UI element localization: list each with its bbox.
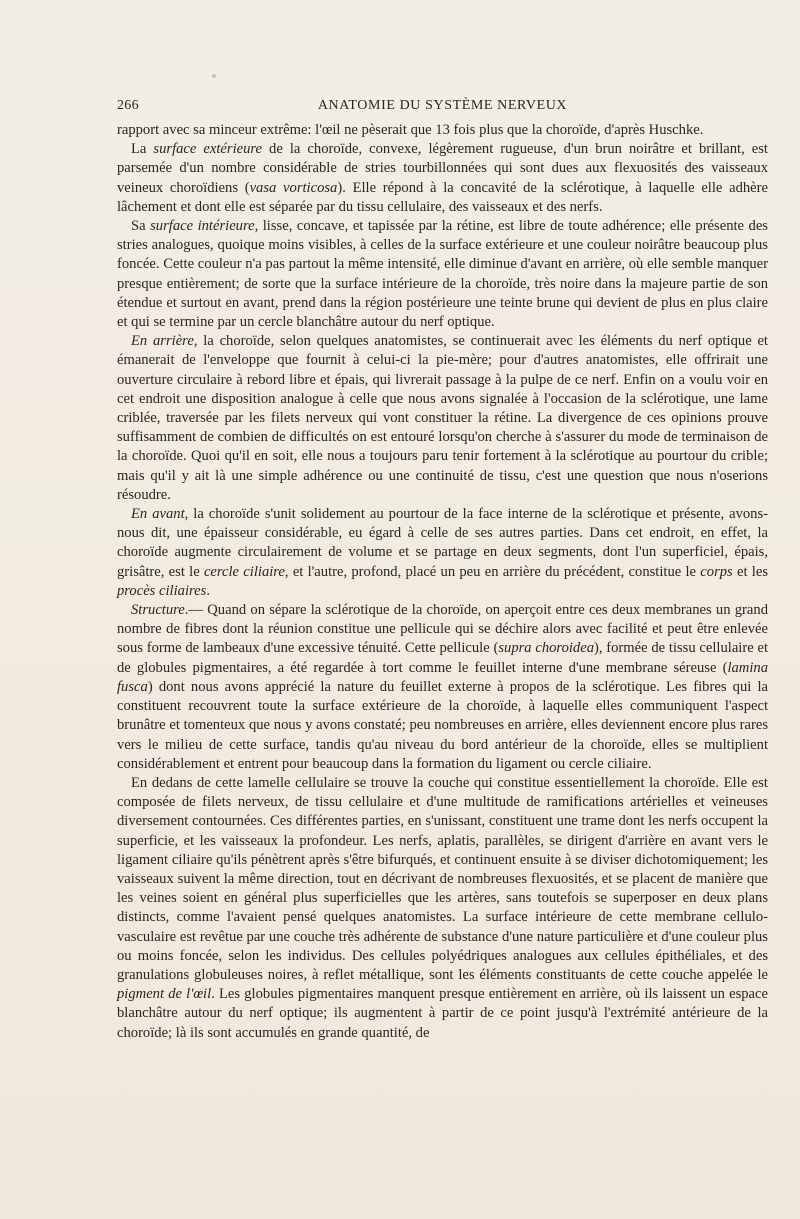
text-run: ), formée de tissu cellulaire et de globules pigmentaires, a été regardée à tort comme le feuillet interne d'une membrane séreuse ( bbox=[117, 640, 768, 676]
italic-term: En arrière bbox=[131, 333, 194, 350]
paragraph bbox=[117, 121, 768, 140]
italic-term: lamina fusca bbox=[117, 659, 768, 695]
italic-term: Structure bbox=[131, 602, 185, 619]
text-run: ) dont nous avons apprécié la nature du feuillet externe à propos de la sclérotique. Les fibres qui la constituent recouvrent toute la surface extérieure de la choroïde, à laquelle elles communiquent l'aspect brunâtre et tomenteux que nous y avons constaté; peu nombreuses en arrière, elles deviennent encore plus rares vers le milieu de cette surface, tandis qu'au niveau du bord antérieur de la choroïde, elles se multiplient considérablement et entrent pour beaucoup dans la formation du ligament ou cercle ciliaire. bbox=[117, 678, 768, 772]
italic-term: surface intérieure bbox=[150, 218, 255, 235]
italic-term: procès ciliaires bbox=[117, 582, 207, 599]
text-run: Sa bbox=[131, 218, 151, 235]
text-run: En dedans de cette lamelle cellulaire se trouve la couche qui constitue essentiellement la choroïde. Elle est composée de filets nerveux, de tissu cellulaire et d'une multitude de ramifications artérielles et veineuses diversement contournées. Ces différentes parties, en s'unissant, constituent une trame dont les nerfs occupent la superficie, et les vaisseaux la profondeur. Les nerfs, aplatis, parallèles, se dirigent d'arrière en avant vers le ligament ciliaire qu'ils pénètrent après s'être bifurqués, et continuent ensuite à se diviser dichotomiquement; les vaisseaux suivent la même direction, tout en décrivant de nombreuses flexuosités, et se placent de manière que les veines soient en général plus superficielles que les artères, sans toutefois se superposer en deux plans distincts, comme l'avaient pensé quelques anatomistes. La surface intérieure de cette membrane cellulo-vasculaire est revêtue par une couche très adhérente de substance d'une nature particulière et d'une couleur plus ou moins foncée, selon les individus. Des cellules polyédriques analogues aux cellules épithéliales, et des granulations globuleuses noires, à reflet métallique, sont les éléments constituants de cette couche appelée le bbox=[117, 774, 768, 983]
text-run: , la choroïde, selon quelques anatomistes, se continuerait avec les éléments du nerf optique et émanerait de l'enveloppe que fournit à celui-ci la pie-mère; pour d'autres anatomistes, elle offrirait une ouverture circulaire à rebord libre et épais, qui livrerait passage à la pulpe de ce nerf. Enfin on a voulu voir en cet endroit une disposition analogue à celle que nous avons signalée à l'occasion de la sclérotique, une lame criblée, traversée par les filets nerveux qui vont constituer la rétine. La divergence de ces opinions prouve suffisamment de combien de difficultés on est entouré lorsqu'on cherche à s'assurer du mode de terminaison de la choroïde. Quoi qu'il en soit, elle nous a toujours paru tenir fortement à la sclérotique au pourtour du crible; mais qu'il y ait là une simple adhérence ou une continuité de tissu, c'est une question que nous n'oserions résoudre. bbox=[117, 333, 768, 503]
text-run: rapport avec sa minceur extrême: l'œil ne pèserait que 13 fois plus que la choroïde, d'après Huschke. bbox=[117, 122, 704, 138]
paragraph bbox=[117, 140, 768, 217]
paragraph bbox=[117, 505, 768, 601]
page-header bbox=[117, 98, 768, 116]
body-text bbox=[117, 121, 768, 1043]
text-run: .— Quand on sépare la sclérotique de la choroïde, on aperçoit entre ces deux membranes un grand nombre de fibres dont la réunion constitue une pellicule qui se déchire alors avec facilité et peut être enlevée sous forme de lambeaux d'une excessive ténuité. Cette pellicule ( bbox=[117, 602, 768, 657]
text-run: . bbox=[206, 582, 210, 599]
text-run: de la choroïde, convexe, légèrement rugueuse, d'un brun noirâtre et brillant, est parsemée d'un nombre considérable de stries tourbillonnées qui sont dues aux flexuosités des vaisseaux veineux choroïdiens ( bbox=[117, 141, 768, 196]
italic-term: vasa vorticosa bbox=[249, 179, 338, 196]
paragraph bbox=[117, 332, 768, 505]
italic-term: En avant bbox=[131, 506, 185, 523]
running-title: ANATOMIE DU SYSTÈME NERVEUX bbox=[317, 98, 568, 113]
italic-term: supra choroidea bbox=[498, 640, 594, 657]
paragraph bbox=[117, 601, 768, 774]
paragraph bbox=[117, 774, 768, 1043]
italic-term: pigment de l'œil bbox=[117, 986, 212, 1003]
text-run: ). Elle répond à la concavité de la sclérotique, à laquelle elle adhère lâchement et dont elle est séparée par du tissu cellulaire, des vaisseaux et des nerfs. bbox=[117, 179, 768, 215]
text-run: , la choroïde s'unit solidement au pourtour de la face interne de la sclérotique et présente, avons-nous dit, une épaisseur considérable, eu égard à celle de ses autres parties. Dans cet endroit, en effet, la choroïde augmente circulairement de volume et se partage en deux segments, dont l'un superficiel, épais, grisâtre, est le bbox=[117, 506, 768, 580]
italic-term: cercle ciliaire bbox=[203, 563, 285, 580]
text-run: , et l'autre, profond, placé un peu en arrière du précédent, constitue le bbox=[284, 563, 701, 580]
text-run: La bbox=[131, 141, 154, 158]
text-run: , lisse, concave, et tapissée par la rétine, est libre de toute adhérence; elle présente des stries analogues, quoique moins visibles, à celles de la surface extérieure et une couleur noirâtre beaucoup plus foncée. Cette couleur n'a pas partout la même intensité, elle diminue d'avant en arrière, où elle semble manquer presque entièrement; de sorte que la surface intérieure de la choroïde, très noire dans la majeure partie de son étendue et surtout en avant, prend dans la région postérieure une teinte brune qui devient de plus en plus claire et qui se termine par un cercle blanchâtre autour du nerf optique. bbox=[117, 218, 768, 331]
italic-term: corps bbox=[700, 563, 733, 580]
paper-speck bbox=[212, 74, 216, 78]
italic-term: surface extérieure bbox=[153, 141, 263, 158]
text-run: et les bbox=[732, 563, 768, 580]
text-run: . Les globules pigmentaires manquent presque entièrement en arrière, où ils laissent un espace blanchâtre autour du nerf optique; ils augmentent à partir de ce point jusqu'à l'extrémité antérieure de la choroïde; là ils sont accumulés en grande quantité, de bbox=[117, 986, 768, 1041]
page-number: 266 bbox=[117, 98, 139, 113]
paragraph bbox=[117, 217, 768, 332]
